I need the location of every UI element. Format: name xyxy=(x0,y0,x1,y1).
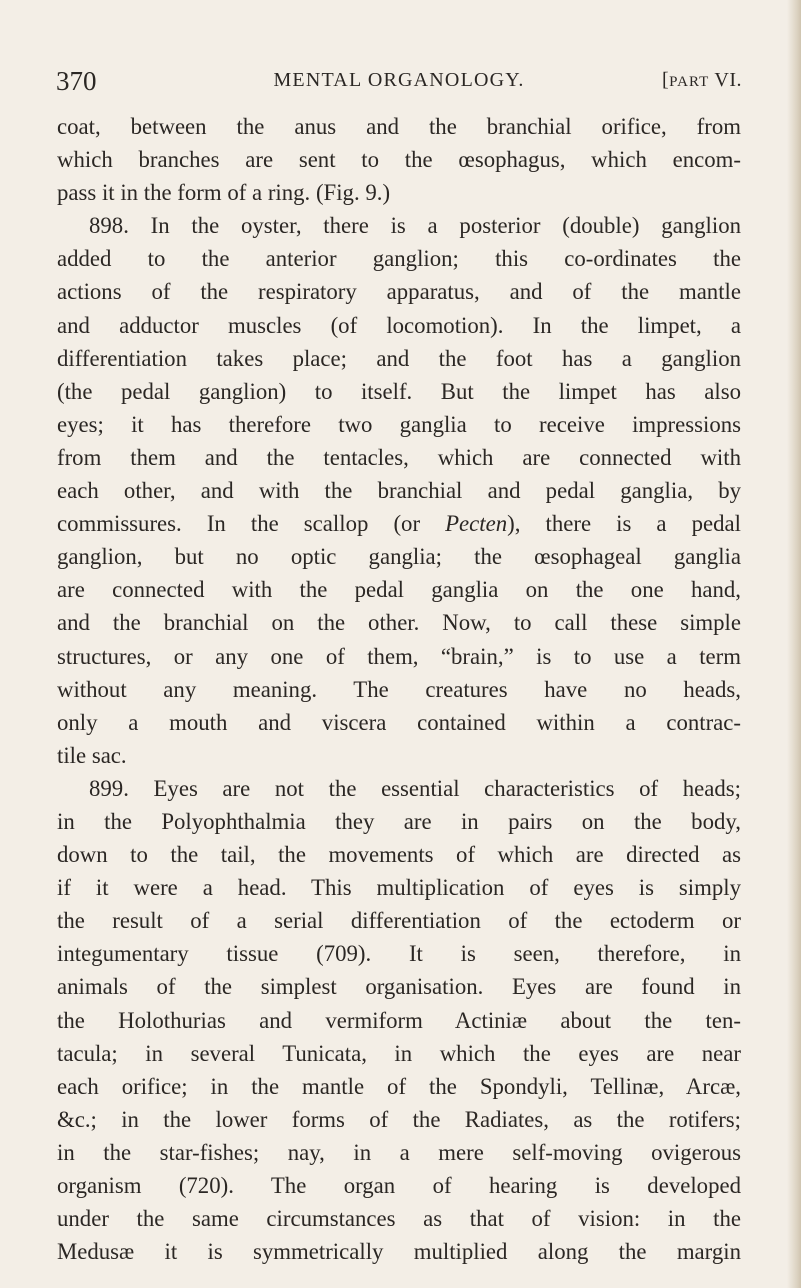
text-line: and the branchial on the other. Now, to call these simple xyxy=(57,610,741,636)
paragraph-start-899: 899. Eyes are not the essential characteristics of heads; xyxy=(89,775,741,801)
text-line: integumentary tissue (709). It is seen, therefore, in xyxy=(57,941,741,967)
text-line: in the star-fishes; nay, in a mere self-moving ovigerous xyxy=(57,1139,741,1165)
text-line: structures, or any one of them, “brain,” is to use a term xyxy=(57,643,741,669)
text-line: ganglion, but no optic ganglia; the œsophageal ganglia xyxy=(57,544,741,570)
running-header xyxy=(56,66,742,100)
text-line: eyes; it has therefore two ganglia to receive impressions xyxy=(57,411,741,437)
text-line: under the same circumstances as that of vision: in the xyxy=(57,1206,741,1232)
text-line: added to the anterior ganglion; this co-ordinates the xyxy=(57,246,741,272)
body-text xyxy=(57,110,741,1268)
text-line: without any meaning. The creatures have no heads, xyxy=(57,676,741,702)
text-line: tacula; in several Tunicata, in which the eyes are near xyxy=(57,1040,741,1066)
text-line: coat, between the anus and the branchial orifice, from xyxy=(57,114,741,139)
running-title: MENTAL ORGANOLOGY. xyxy=(273,69,525,91)
text-line: the Holothurias and vermiform Actiniæ about the ten- xyxy=(57,1007,741,1033)
text-line: pass it in the form of a ring. (Fig. 9.) xyxy=(57,180,391,206)
text-line: and adductor muscles (of locomotion). In the limpet, a xyxy=(57,312,741,338)
text-line: &c.; in the lower forms of the Radiates, as the rotifers; xyxy=(57,1106,741,1132)
text-line: tile sac. xyxy=(57,742,127,768)
text-line: if it were a head. This multiplication of eyes is simply xyxy=(57,875,741,901)
text-line: which branches are sent to the œsophagus, which encom- xyxy=(57,147,741,173)
text-line: differentiation takes place; and the foot has a ganglion xyxy=(57,345,741,371)
text-line: from them and the tentacles, which are connected with xyxy=(57,444,741,470)
text-line: each orifice; in the mantle of the Spondyli, Tellinæ, Arcæ, xyxy=(57,1073,741,1099)
text-line: commissures. In the scallop (or Pecten), there is a pedal xyxy=(57,511,741,537)
text-line: actions of the respiratory apparatus, and of the mantle xyxy=(57,279,741,305)
text-line: each other, and with the branchial and pedal ganglia, by xyxy=(57,478,741,504)
page-edge-shadow xyxy=(787,0,801,1288)
text-line: organism (720). The organ of hearing is developed xyxy=(57,1173,741,1198)
part-label: [PART VI. xyxy=(662,69,742,91)
page-number: 370 xyxy=(56,66,97,96)
paragraph-start-898: 898. In the oyster, there is a posterior (double) ganglion xyxy=(89,213,741,239)
text-line: (the pedal ganglion) to itself. But the limpet has also xyxy=(57,378,741,404)
text-line: only a mouth and viscera contained within a contrac- xyxy=(57,709,741,735)
text-line: down to the tail, the movements of which are directed as xyxy=(57,842,741,868)
text-line: Medusæ it is symmetrically multiplied along the margin xyxy=(57,1239,741,1265)
italic-genus-name: Pecten xyxy=(445,511,508,537)
text-line: are connected with the pedal ganglia on the one hand, xyxy=(57,577,741,603)
text-line: in the Polyophthalmia they are in pairs on the body, xyxy=(57,808,741,834)
text-line: the result of a serial differentiation of the ectoderm or xyxy=(57,908,741,934)
text-line: animals of the simplest organisation. Eyes are found in xyxy=(57,974,741,1000)
